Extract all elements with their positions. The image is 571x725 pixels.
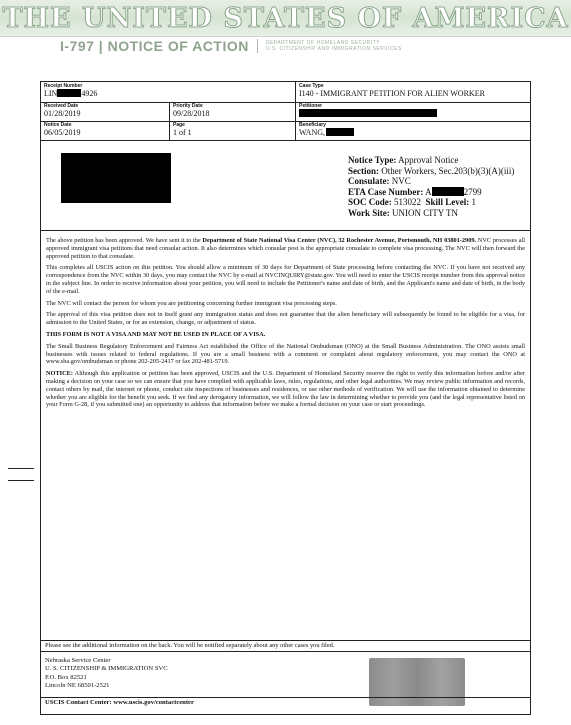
case-type-cell: Case Type I140 - IMMIGRANT PETITION FOR ALIEN WORKER <box>295 82 530 102</box>
beneficiary: WANG, <box>299 128 527 138</box>
body-paragraph: The above petition has been approved. We have sent it to the Department of State National Visa Center (NVC), 32 Rochester Avenue, Portsmouth, NH 03801-2909. NVC processes all approved immigrant visa petitions that need consular action. It also determines which consular post is the appropriate consulate to complete visa processing. The NVC will then forward the approved petition to that consulate. <box>46 237 525 260</box>
work-site: UNION CITY TN <box>392 207 458 218</box>
receipt-number-cell: Receipt Number LIN 4926 <box>41 82 295 102</box>
redaction-bar <box>326 128 354 136</box>
not-a-visa-warning: THIS FORM IS NOT A VISA AND MAY NOT BE USED IN PLACE OF A VISA. <box>46 330 266 338</box>
header-row-2 <box>41 102 530 122</box>
form-subhead <box>60 38 402 54</box>
contact-center: USCIS Contact Center: www.uscis.gov/contactcenter <box>45 699 194 706</box>
header-row-3 <box>41 121 530 141</box>
subhead-divider <box>257 39 258 53</box>
fold-mark <box>8 468 34 469</box>
body-paragraph: The NVC will contact the person for whom you are petitioning concerning further immigrant visa processing steps. <box>46 299 337 307</box>
section: Other Workers, Sec.203(b)(3)(A)(iii) <box>381 165 515 176</box>
priority-date-cell: Priority Date 09/28/2018 <box>169 102 295 121</box>
priority-date: 09/28/2018 <box>173 109 210 118</box>
department-name: DEPARTMENT OF HOMELAND SECURITY U.S. CITIZENSHIP AND IMMIGRATION SERVICES <box>265 40 402 52</box>
service-center-address: Nebraska Service Center U. S. CITIZENSHIP & IMMIGRATION SVC P.O. Box 82521 Lincoln NE 68501-2521 <box>45 657 168 689</box>
consulate: NVC <box>391 176 411 186</box>
receipt-number: LIN 4926 <box>44 89 98 98</box>
redaction-bar <box>299 109 437 117</box>
verification-notice: NOTICE: Although this application or petition has been approved, USCIS and the U.S. Department of Homeland Security reserve the right to verify this information before and/or after making a decision on your case so we can ensure that you have complied with applicable laws, rules, regulations, and other legal authorities. We may review public information and records, contact others by mail, the internet or phone, conduct site inspections of businesses and residences, or use other methods of verification. We will use the information obtained to determine whether you are eligible for the benefit you seek. If we find any derogatory information, we will follow the law in determining whether to provide you (and the legal representative listed on your Form G-28, if you submitted one) an opportunity to address that information before we make a formal decision on your case or start proceedings. <box>46 370 525 409</box>
blurred-barcode <box>369 658 465 706</box>
fold-mark <box>8 480 34 481</box>
us-banner <box>0 0 571 37</box>
body-paragraph: The Small Business Regulatory Enforcement and Fairness Act established the Office of the National Ombudsman (ONO) at the Small Business Administration. The ONO assists small businesses with issues related to federal regulations. If you are a small business with a comment or complaint about regulatory enforcement, you may contact the ONO at www.sba.gov/ombudsman or phone 202-205-2417 or fax 202-481-5719. <box>46 342 525 366</box>
footer-divider <box>41 651 530 652</box>
form-title: I-797 | NOTICE OF ACTION <box>60 38 249 54</box>
redaction-bar <box>432 187 464 196</box>
redacted-mailing-address <box>61 153 171 203</box>
eta-case-number: A 2799 <box>425 186 482 197</box>
notice-details: Notice Type: Approval Notice Section: Other Workers, Sec.203(b)(3)(A)(iii) Consulate: NVC ETA Case Number: A 2799 SOC Code: 513022 Skill Level: 1 Work Site: UNION CITY TN <box>348 155 515 218</box>
case-type: I140 - IMMIGRANT PETITION FOR ALIEN WORKER <box>299 89 485 98</box>
body-paragraph: The approval of this visa petition does not in itself grant any immigration status and does not guarantee that the alien beneficiary will subsequently be found to be eligible for a visa, for admission to the United States, or for an extension, change, or adjustment of status. <box>46 311 525 327</box>
back-info-note: Please see the additional information on the back. You will be notified separately about any other cases you filed. <box>45 642 335 649</box>
notice-frame <box>40 81 531 715</box>
body-paragraph: This completes all USCIS action on this petition. You should allow a minimum of 30 days for Department of State processing before contacting the NVC. If you have not received any correspondence from the NVC within 30 days, you may contact the NVC by e-mail at NVCINQUIRY@state.gov. You will need to enter the USCIS receipt number from this approval notice in the subject line. In order to receive information about your petition, you will need to include the Petitioner's name and date of birth, and the Applicant's name and date of birth, in the body of the e-mail. <box>46 264 525 295</box>
page-cell: Page 1 of 1 <box>169 121 295 140</box>
notice-date: 06/05/2019 <box>44 128 81 137</box>
header-row-1 <box>41 82 530 103</box>
section-divider <box>41 230 530 231</box>
received-date: 01/28/2019 <box>44 109 81 118</box>
page-number: 1 of 1 <box>173 128 192 137</box>
banner-title: THE UNITED STATES OF AMERICA <box>2 3 569 34</box>
redaction-bar <box>57 89 81 97</box>
soc-code: 513022 <box>394 197 422 207</box>
beneficiary-cell: Beneficiary WANG, <box>295 121 530 140</box>
notice-type: Approval Notice <box>398 155 459 165</box>
footer-divider-top <box>41 640 530 641</box>
notice-body <box>46 237 525 413</box>
contact-divider <box>41 697 530 698</box>
petitioner <box>299 109 527 119</box>
contact-center-link[interactable]: www.uscis.gov/contactcenter <box>113 699 194 706</box>
notice-date-cell: Notice Date 06/05/2019 <box>41 121 169 140</box>
received-date-cell: Received Date 01/28/2019 <box>41 102 169 121</box>
petitioner-cell: Petitioner <box>295 102 530 121</box>
skill-level: 1 <box>471 197 477 207</box>
